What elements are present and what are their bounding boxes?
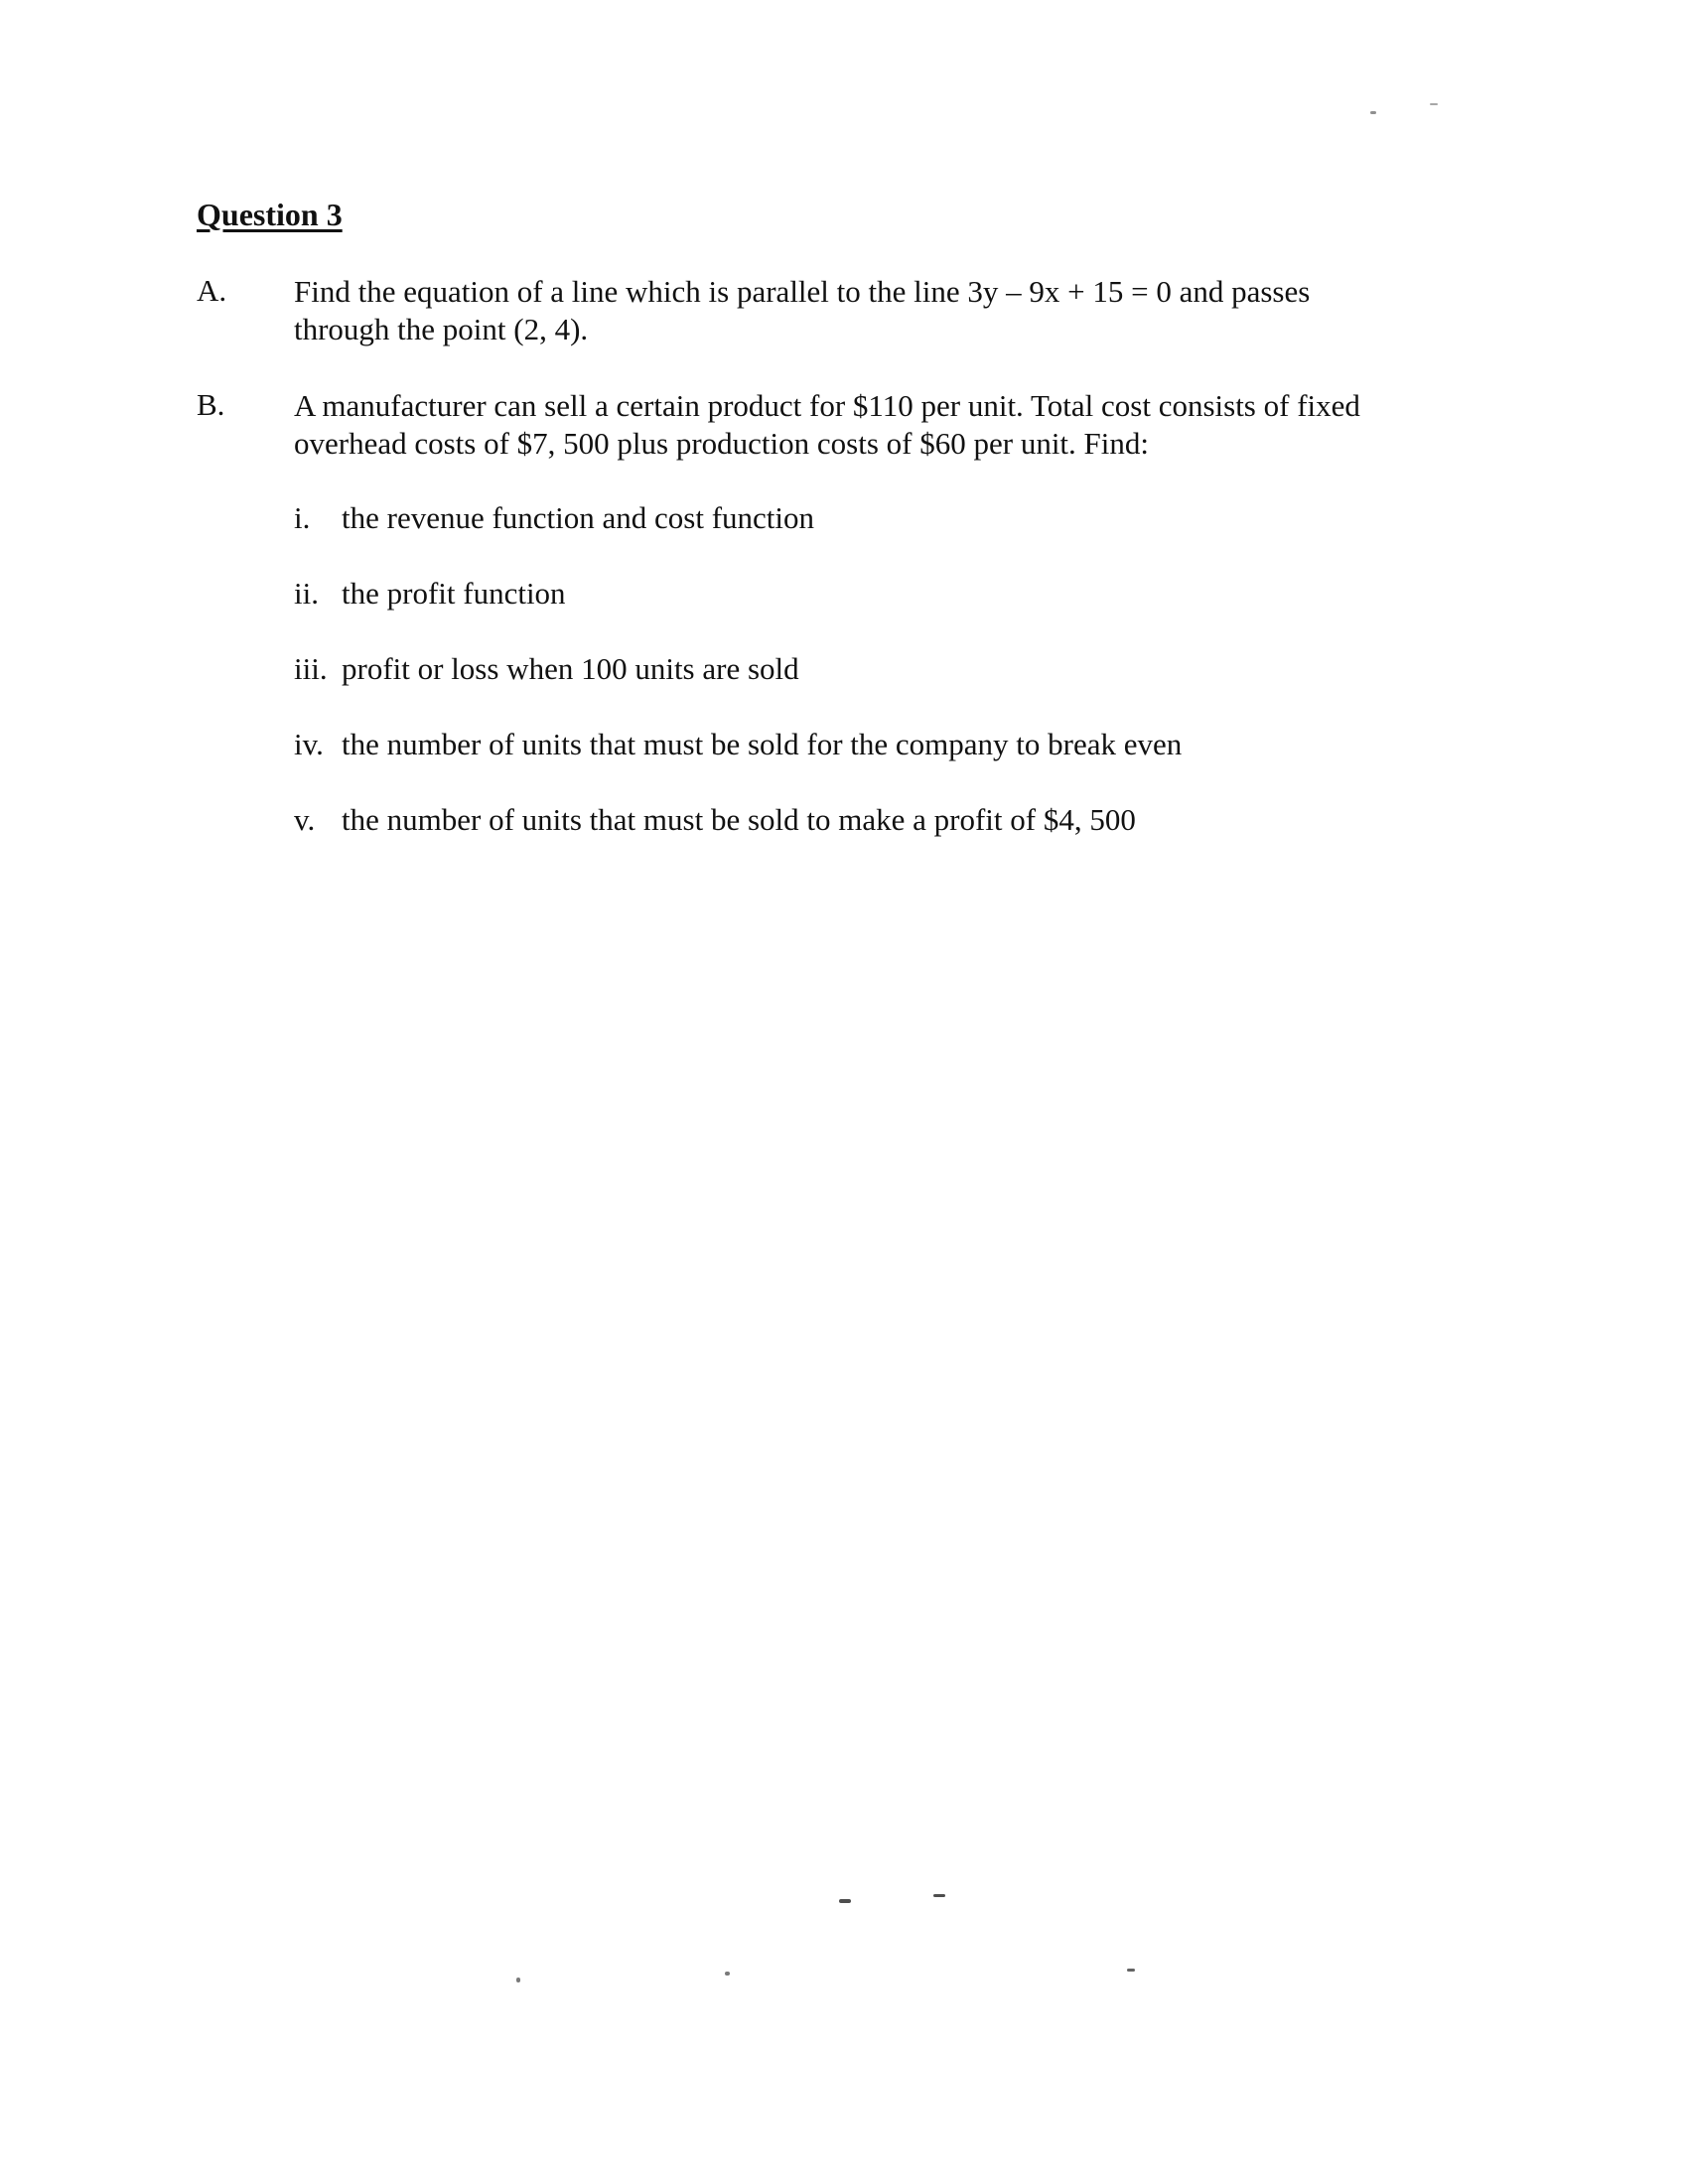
section-a-line-1: Find the equation of a line which is parallel to the line 3y – 9x + 15 = 0 and passes — [294, 274, 1311, 309]
scan-artifact — [839, 1899, 851, 1903]
sub-question-numeral: iv. — [294, 727, 324, 761]
scan-artifact — [516, 1978, 520, 1982]
scan-artifact — [1430, 103, 1438, 105]
sub-question-text: profit or loss when 100 units are sold — [342, 651, 799, 686]
sub-question-iv — [294, 725, 1182, 764]
section-a-line-2: through the point (2, 4). — [294, 312, 589, 346]
section-a-letter: A. — [197, 273, 227, 308]
sub-question-text: the profit function — [342, 576, 566, 611]
sub-question-numeral: ii. — [294, 576, 319, 611]
sub-question-text: the number of units that must be sold to make a profit of $4, 500 — [342, 802, 1136, 837]
sub-question-i — [294, 498, 814, 538]
sub-question-numeral: iii. — [294, 651, 328, 686]
scan-artifact — [1127, 1969, 1135, 1972]
section-a-text — [294, 273, 1466, 348]
sub-question-iii — [294, 649, 799, 689]
scan-artifact — [933, 1894, 945, 1897]
sub-question-text: the revenue function and cost function — [342, 500, 815, 535]
sub-question-numeral: v. — [294, 802, 316, 837]
sub-question-numeral: i. — [294, 500, 311, 535]
question-title: Question 3 — [197, 197, 343, 232]
sub-question-ii — [294, 574, 566, 614]
sub-question-v — [294, 800, 1136, 840]
sub-question-text: the number of units that must be sold for the company to break even — [342, 727, 1183, 761]
scan-artifact — [1370, 111, 1376, 114]
scan-artifact — [725, 1972, 730, 1976]
section-b-text — [294, 387, 1466, 463]
section-b-line-1: A manufacturer can sell a certain product for $110 per unit. Total cost consists of fixed — [294, 388, 1360, 423]
section-b-letter: B. — [197, 387, 225, 422]
section-b-line-2: overhead costs of $7, 500 plus production costs of $60 per unit. Find: — [294, 426, 1150, 461]
